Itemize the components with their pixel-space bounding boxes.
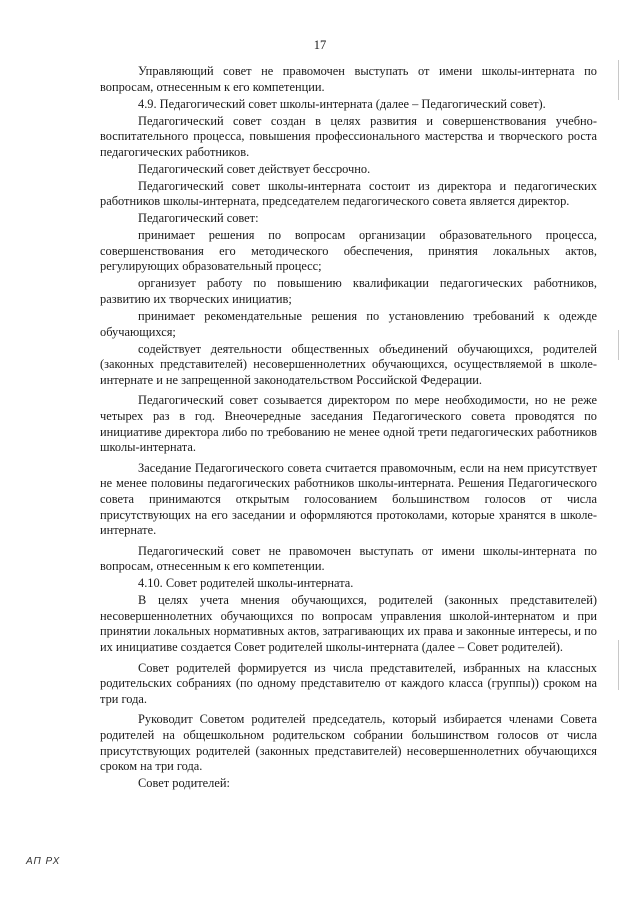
paragraph: Заседание Педагогического совета считается правомочным, если на нем присутствует не менее половины педагогических работников школы-интерната. Решения Педагогического совета принимаются открытым голосованием большинством голосов от числа присутствующих на его заседании и оформляются протоколами, которые хранятся в школе-интернате. xyxy=(100,460,597,538)
paragraph: Управляющий совет не правомочен выступать от имени школы-интерната по вопросам, отнесенным к его компетенции. xyxy=(100,64,597,94)
scan-edge-mark xyxy=(618,60,619,100)
paragraph: Руководит Советом родителей председатель, который избирается членами Совета родителей на общешкольном родительском собрании большинством голосов от числа присутствующих родителей (законных представителей) несовершеннолетних обучающихся сроком на три года. xyxy=(100,712,597,774)
section-heading: 4.10. Совет родителей школы-интерната. xyxy=(138,576,354,591)
scan-edge-mark xyxy=(618,640,619,690)
scan-edge-mark xyxy=(618,330,619,360)
paragraph: Педагогический совет: xyxy=(138,211,259,226)
list-item: содействует деятельности общественных объединений обучающихся, родителей (законных представителей) несовершеннолетних обучающихся, осуществляемой в школе-интернате и не запрещенной законодательством Российской Федерации. xyxy=(100,341,597,387)
list-item: принимает рекомендательные решения по установлению требований к одежде обучающихся; xyxy=(100,309,597,339)
paragraph: Педагогический совет школы-интерната состоит из директора и педагогических работников школы-интерната, председателем педагогического совета является директор. xyxy=(100,178,597,209)
document-body xyxy=(100,64,597,793)
list-item: принимает решения по вопросам организации образовательного процесса, совершенствования его методического обеспечения, принятия локальных актов, регулирующих образовательный процесс; xyxy=(100,228,597,274)
paragraph: В целях учета мнения обучающихся, родителей (законных представителей) несовершеннолетних обучающихся по вопросам управления школой-интернатом и при принятии локальных нормативных актов, затрагивающих их права и законные интересы, и по их инициативе создается Совет родителей школы-интерната (далее – Совет родителей). xyxy=(100,593,597,655)
paragraph: Педагогический совет не правомочен выступать от имени школы-интерната по вопросам, отнесенным к его компетенции. xyxy=(100,543,597,574)
paragraph: Педагогический совет действует бессрочно. xyxy=(138,161,371,176)
section-heading: 4.9. Педагогический совет школы-интерната (далее – Педагогический совет). xyxy=(138,96,546,111)
paragraph: Совет родителей: xyxy=(138,776,230,791)
paragraph: Совет родителей формируется из числа представителей, избранных на классных родительских собраниях (по одному представителю от каждого класса (группы)) сроком на три года. xyxy=(100,660,597,706)
paragraph: Педагогический совет создан в целях развития и совершенствования учебно-воспитательного процесса, повышения профессионального мастерства и творческого роста педагогических работников. xyxy=(100,113,597,159)
page-number: 17 xyxy=(313,38,327,52)
list-item: организует работу по повышению квалификации педагогических работников, развитию их творческих инициатив; xyxy=(100,276,597,307)
paragraph: Педагогический совет созывается директором по мере необходимости, но не реже четырех раз в год. Внеочередные заседания Педагогического совета проводятся по инициативе директора либо по требованию не менее одной трети педагогических работников школы-интерната. xyxy=(100,393,597,455)
margin-note: АП РХ xyxy=(26,856,61,867)
